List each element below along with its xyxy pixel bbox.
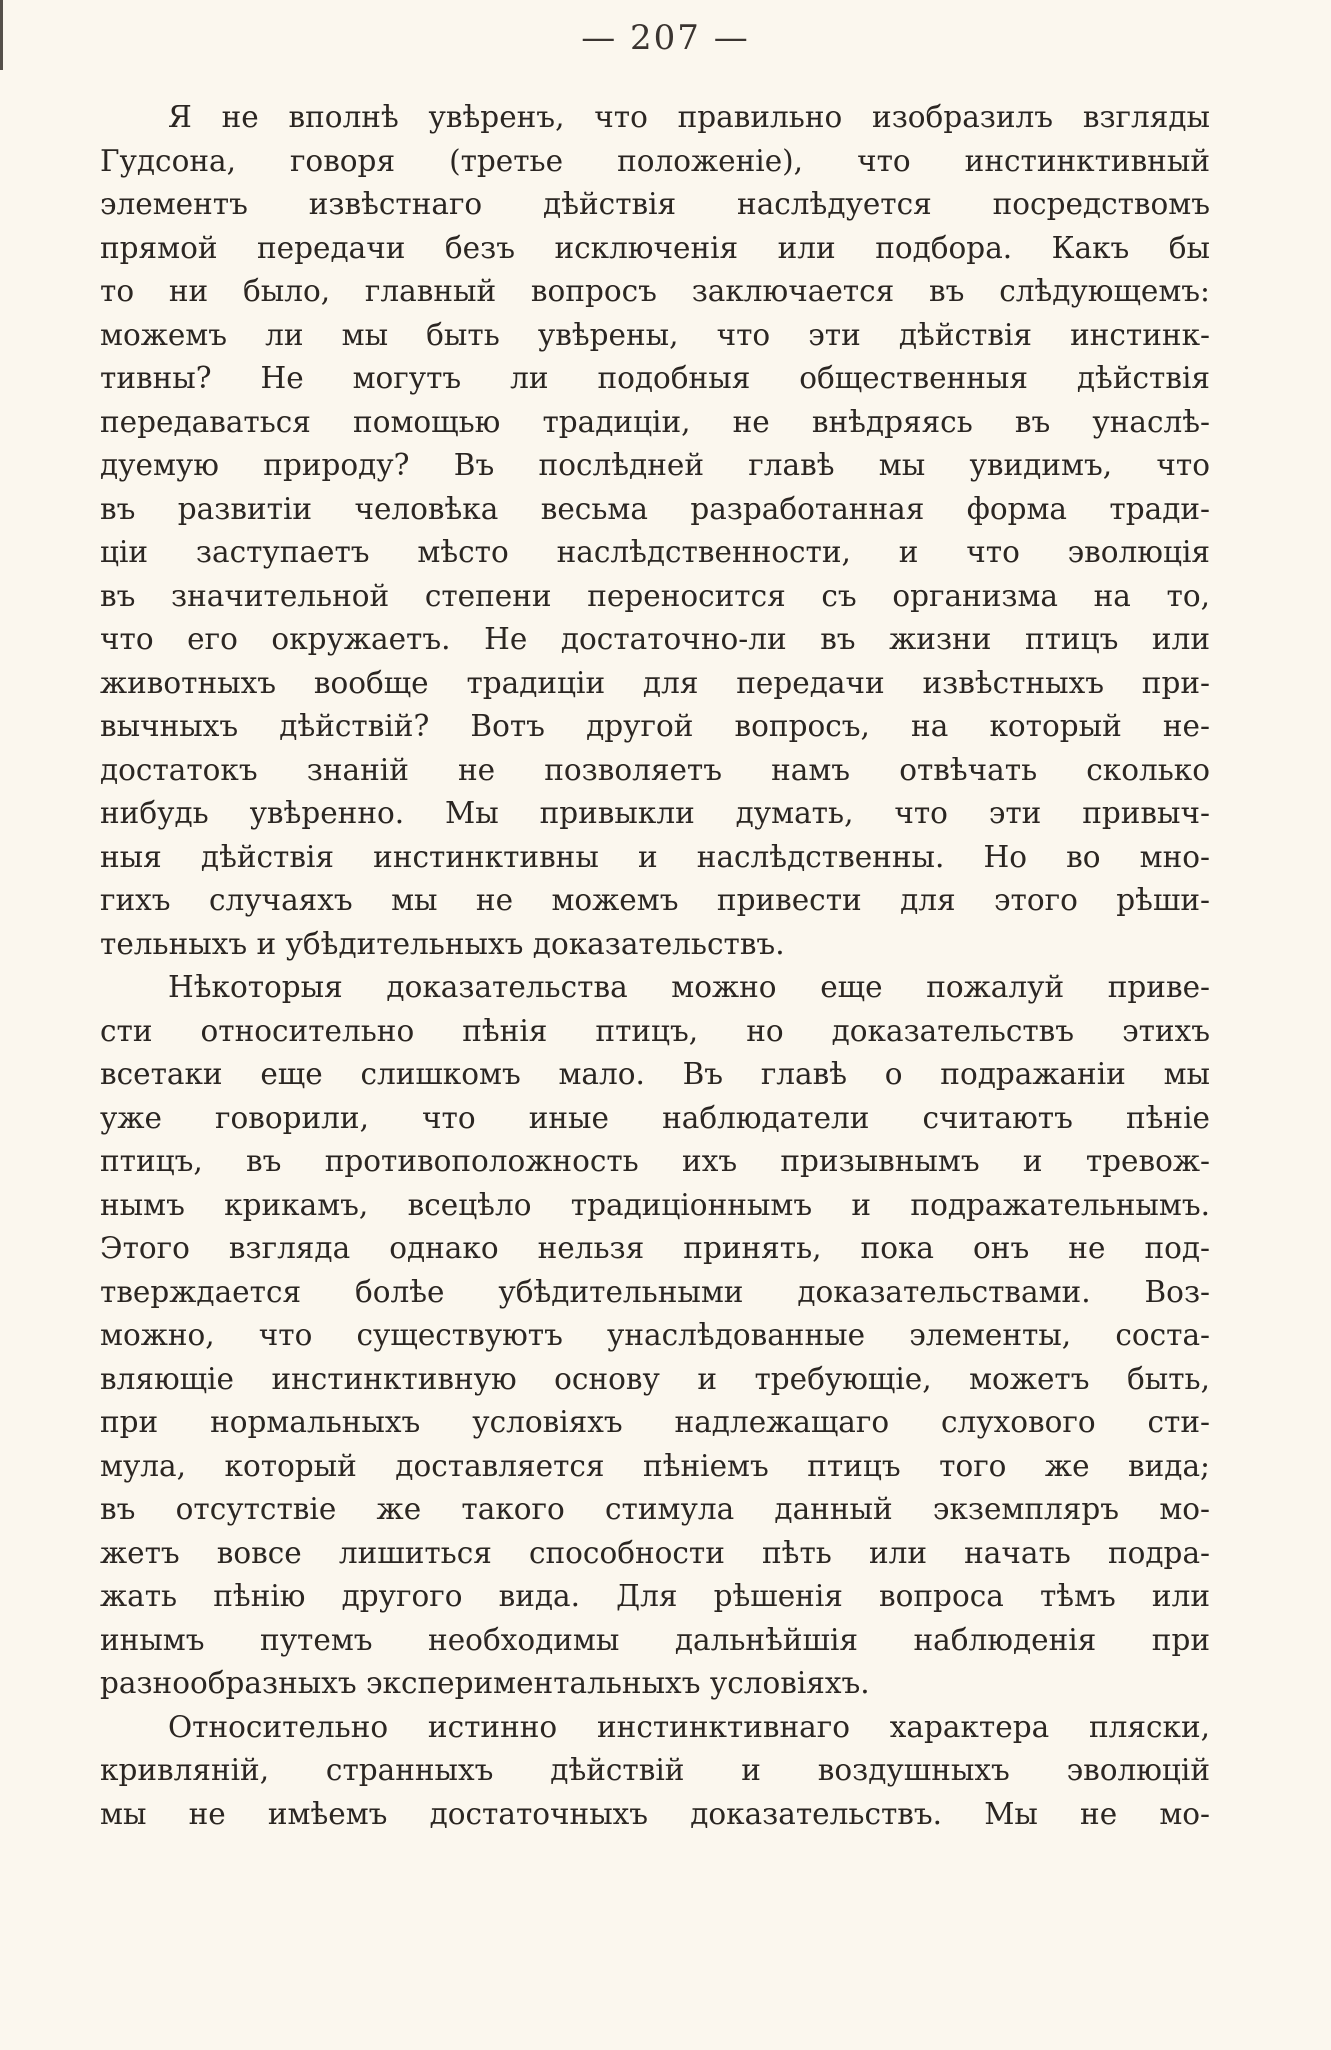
text-line: жетъ вовсе лишиться способности пѣть или начать подра- <box>100 1535 1210 1570</box>
text-line: можемъ ли мы быть увѣрены, что эти дѣйствія инстинк- <box>100 317 1210 352</box>
text-line: нымъ крикамъ, всецѣло традиціоннымъ и подражательнымъ. <box>100 1187 1210 1222</box>
text-line: Нѣкоторыя доказательства можно еще пожалуй приве- <box>168 970 1210 1004</box>
text-line: всетаки еще слишкомъ мало. Въ главѣ о подражаніи мы <box>100 1057 1210 1091</box>
text-line: разнообразныхъ экспериментальныхъ условіяхъ. <box>100 1666 870 1700</box>
text-line: жать пѣнію другого вида. Для рѣшенія вопроса тѣмъ или <box>100 1579 1210 1613</box>
text-line: то ни было, главный вопросъ заключается въ слѣдующемъ: <box>100 274 1210 308</box>
text-line: при нормальныхъ условіяхъ надлежащаго слухового сти- <box>100 1405 1210 1439</box>
text-line: въ значительной степени переносится съ организма на то, <box>100 578 1210 613</box>
text-line: гихъ случаяхъ мы не можемъ привести для этого рѣши- <box>100 883 1210 917</box>
text-line: животныхъ вообще традиціи для передачи извѣстныхъ при- <box>100 665 1210 700</box>
text-line: тверждается болѣе убѣдительными доказательствами. Воз- <box>100 1274 1210 1309</box>
text-line: въ отсутствіе же такого стимула данный экземпляръ мо- <box>100 1492 1210 1526</box>
text-line: ціи заступаетъ мѣсто наслѣдственности, и что эволюція <box>100 535 1210 569</box>
text-line: ныя дѣйствія инстинктивны и наслѣдственны. Но во мно- <box>100 839 1210 874</box>
text-line: Гудсона, говоря (третье положеніе), что инстинктивный <box>100 143 1210 178</box>
page-number: — 207 — <box>581 18 750 58</box>
text-line: въ развитіи человѣка весьма разработанная форма тради- <box>100 491 1210 526</box>
text-line: тельныхъ и убѣдительныхъ доказательствъ. <box>100 926 785 961</box>
text-line: инымъ путемъ необходимы дальнѣйшія наблюденія при <box>100 1622 1210 1657</box>
text-line: что его окружаетъ. Не достаточно-ли въ жизни птицъ или <box>100 622 1210 656</box>
text-line: вляющіе инстинктивную основу и требующіе, можетъ быть, <box>100 1361 1210 1396</box>
text-line: мы не имѣемъ достаточныхъ доказательствъ. Мы не мо- <box>100 1796 1210 1831</box>
text-line: прямой передачи безъ исключенія или подбора. Какъ бы <box>100 230 1210 265</box>
text-line: достатокъ знаній не позволяетъ намъ отвѣчать сколько <box>100 752 1210 787</box>
text-line: вычныхъ дѣйствій? Вотъ другой вопросъ, на который не- <box>100 709 1210 743</box>
text-line: нибудь увѣренно. Мы привыкли думать, что эти привыч- <box>100 796 1210 830</box>
text-line: птицъ, въ противоположность ихъ призывнымъ и тревож- <box>100 1144 1210 1178</box>
text-line: дуемую природу? Въ послѣдней главѣ мы увидимъ, что <box>100 448 1210 482</box>
text-line: можно, что существуютъ унаслѣдованные элементы, соста- <box>100 1318 1210 1352</box>
text-line: передаваться помощью традиціи, не внѣдряясь въ унаслѣ- <box>100 404 1210 439</box>
body-text <box>100 96 1210 1836</box>
text-line: уже говорили, что иные наблюдатели считаютъ пѣніе <box>100 1100 1210 1135</box>
text-line: сти относительно пѣнія птицъ, но доказательствъ этихъ <box>100 1013 1210 1048</box>
text-line: мула, который доставляется пѣніемъ птицъ того же вида; <box>100 1448 1210 1483</box>
text-line: тивны? Не могутъ ли подобныя общественныя дѣйствія <box>100 361 1210 395</box>
text-line: Этого взгляда однако нельзя принять, пока онъ не под- <box>100 1231 1210 1265</box>
text-line: Я не вполнѣ увѣренъ, что правильно изобразилъ взгляды <box>168 100 1210 134</box>
text-line: кривляній, странныхъ дѣйствій и воздушныхъ эволюцій <box>100 1753 1210 1787</box>
text-line: Относительно истинно инстинктивнаго характера пляски, <box>168 1709 1210 1744</box>
text-line: элементъ извѣстнаго дѣйствія наслѣдуется посредствомъ <box>100 187 1210 221</box>
